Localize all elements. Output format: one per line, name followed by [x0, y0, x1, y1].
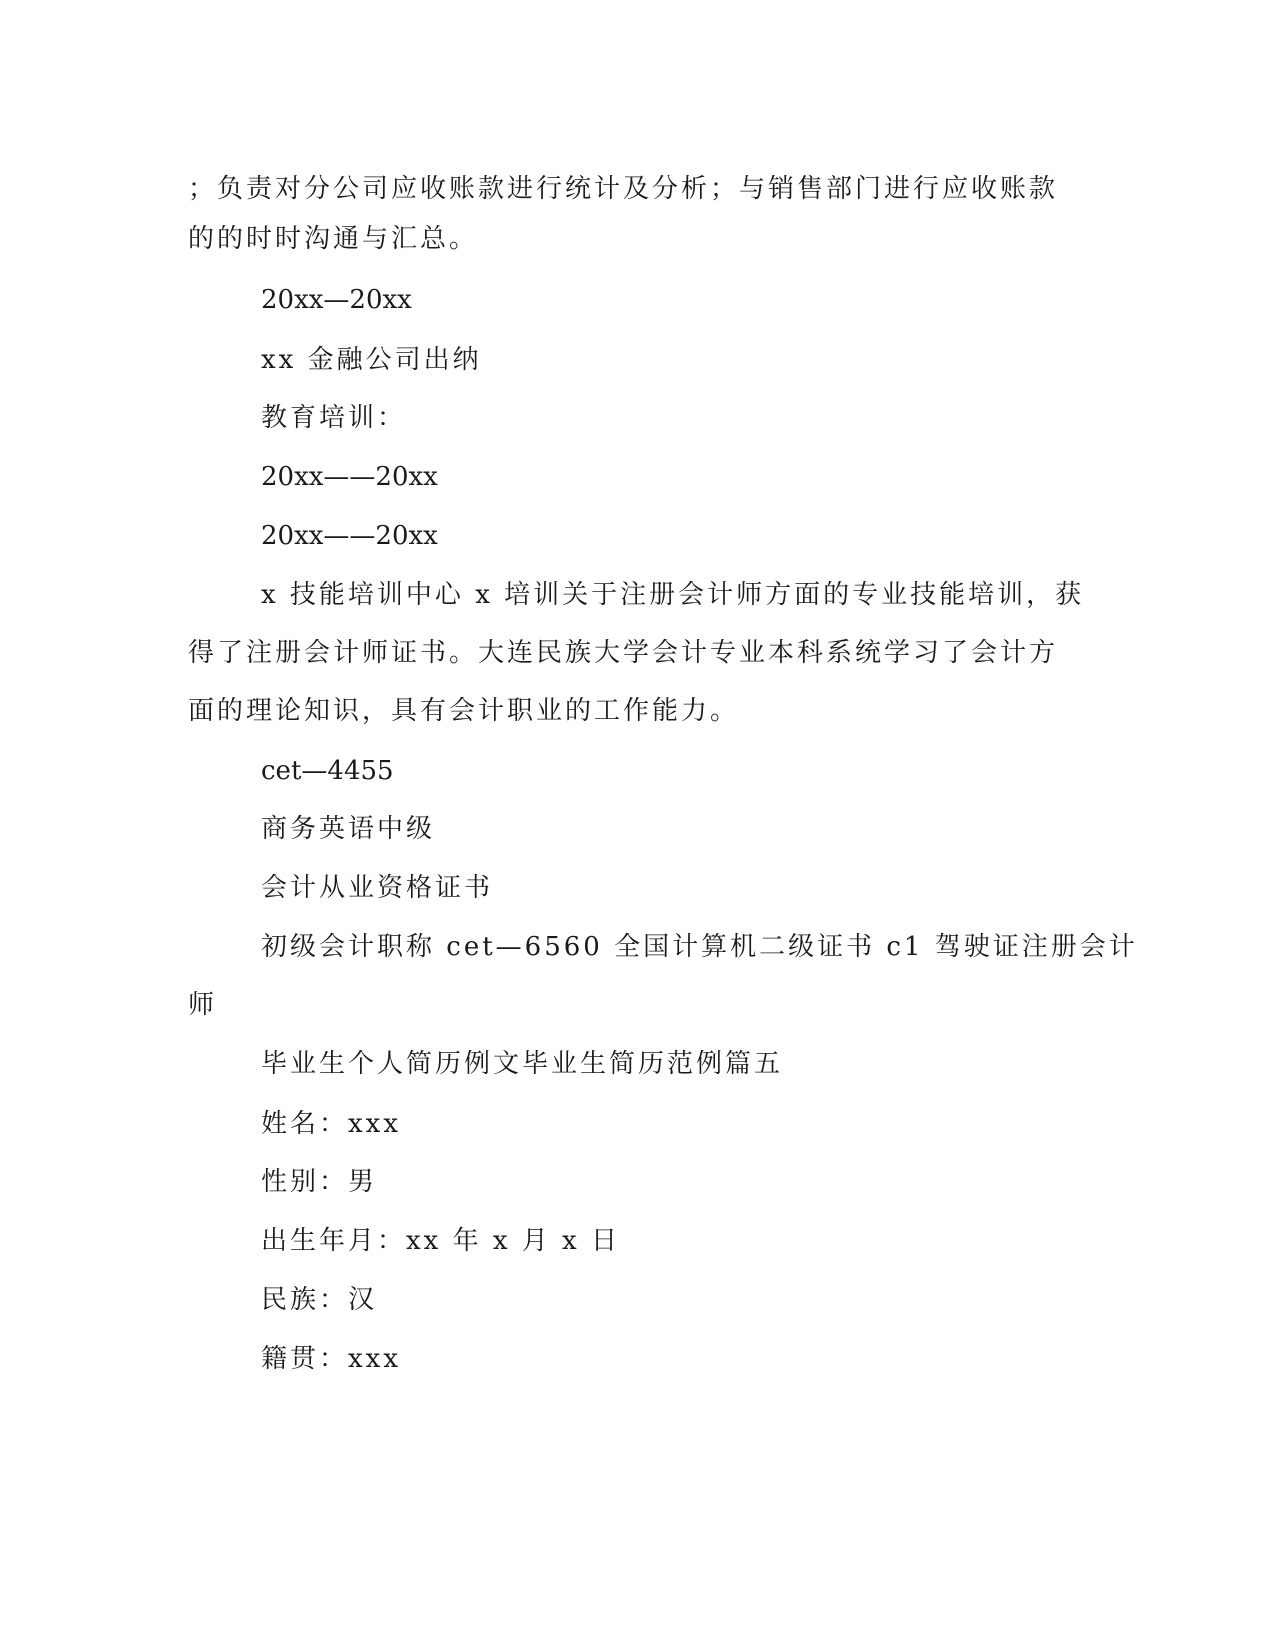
field-gender: 性别：男: [261, 1167, 378, 1197]
paragraph-line: 得了注册会计师证书。大连民族大学会计专业本科系统学习了会计方: [188, 638, 1059, 668]
date-range: 20xx——20xx: [261, 462, 438, 492]
paragraph-line: ；负责对分公司应收账款进行统计及分析；与销售部门进行应收账款: [188, 174, 1059, 204]
field-native-place: 籍贯：xxx: [261, 1344, 401, 1374]
field-ethnicity: 民族：汉: [261, 1285, 378, 1315]
certificate-line: 会计从业资格证书: [261, 873, 494, 903]
field-name: 姓名：xxx: [261, 1109, 401, 1139]
job-title: xx 金融公司出纳: [261, 345, 482, 375]
certificate-line: 商务英语中级: [261, 814, 436, 844]
paragraph-line: 面的理论知识，具有会计职业的工作能力。: [188, 696, 740, 726]
certificate-line: 师: [188, 990, 218, 1020]
section-title: 毕业生个人简历例文毕业生简历范例篇五: [261, 1049, 784, 1079]
date-range: 20xx——20xx: [261, 521, 438, 551]
section-heading: 教育培训：: [261, 403, 407, 433]
certificate-line: 初级会计职称 cet—6560 全国计算机二级证书 c1 驾驶证注册会计: [261, 932, 1138, 962]
paragraph-line: 的的时时沟通与汇总。: [188, 224, 479, 254]
date-range: 20xx—20xx: [261, 285, 412, 315]
field-birth-date: 出生年月：xx 年 x 月 x 日: [261, 1226, 620, 1256]
paragraph-line: x 技能培训中心 x 培训关于注册会计师方面的专业技能培训，获: [261, 580, 1085, 610]
certificate-line: cet—4455: [261, 756, 394, 786]
